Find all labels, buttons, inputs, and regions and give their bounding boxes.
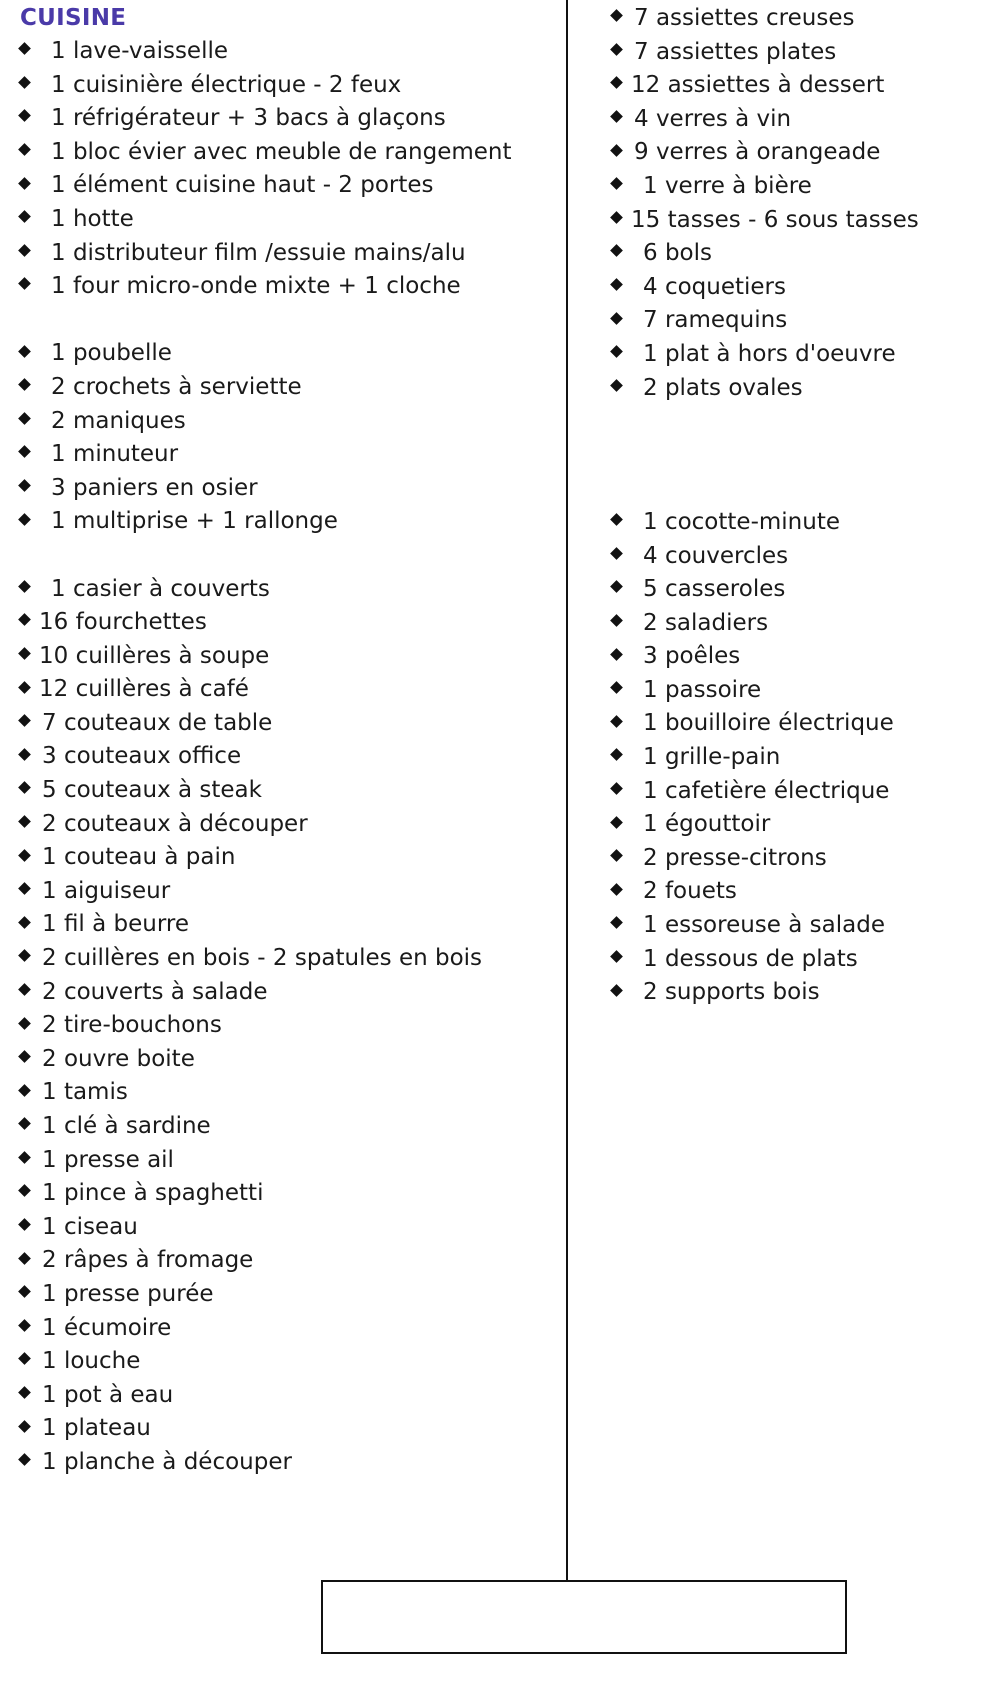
list-item <box>612 540 919 574</box>
list-item-label: 1 bloc évier avec meuble de rangement <box>51 138 512 165</box>
list-item <box>20 1345 512 1379</box>
diamond-bullet-icon <box>18 1386 31 1399</box>
list-item-label: 3 paniers en osier <box>51 474 258 501</box>
list-item-label: 2 couteaux à découper <box>42 810 308 837</box>
list-item <box>20 1177 512 1211</box>
list-item-label: 2 presse-citrons <box>643 844 827 871</box>
diamond-bullet-icon <box>18 110 31 123</box>
list-item-label: 1 presse ail <box>42 1146 174 1173</box>
list-item-label: 1 cafetière électrique <box>643 777 890 804</box>
diamond-bullet-icon <box>18 1017 31 1030</box>
diamond-bullet-icon <box>18 849 31 862</box>
list-item <box>20 875 512 909</box>
diamond-bullet-icon <box>18 210 31 223</box>
diamond-bullet-icon <box>610 950 623 963</box>
list-item-label: 1 plateau <box>42 1415 151 1442</box>
list-item <box>612 506 919 540</box>
blank-line <box>612 439 919 473</box>
diamond-bullet-icon <box>18 647 31 660</box>
list-item <box>20 1312 512 1346</box>
blank-line <box>612 472 919 506</box>
list-item <box>20 1009 512 1043</box>
diamond-bullet-icon <box>18 983 31 996</box>
page-title: CUISINE <box>20 5 127 31</box>
diamond-bullet-icon <box>18 1050 31 1063</box>
list-item <box>612 36 919 70</box>
list-item <box>20 1110 512 1144</box>
diamond-bullet-icon <box>610 715 623 728</box>
list-item-label: 9 verres à orangeade <box>634 139 881 166</box>
list-item-label: 2 couverts à salade <box>42 978 268 1005</box>
list-item <box>20 472 512 506</box>
diamond-bullet-icon <box>610 9 623 22</box>
diamond-bullet-icon <box>18 76 31 89</box>
diamond-bullet-icon <box>18 479 31 492</box>
list-item <box>612 237 919 271</box>
list-item-label: 1 dessous de plats <box>643 945 858 972</box>
list-item-label: 2 maniques <box>51 407 186 434</box>
list-item <box>20 707 512 741</box>
diamond-bullet-icon <box>18 446 31 459</box>
list-item <box>20 1144 512 1178</box>
diamond-bullet-icon <box>18 815 31 828</box>
list-item <box>612 674 919 708</box>
list-item-label: 1 verre à bière <box>643 172 812 199</box>
diamond-bullet-icon <box>18 278 31 291</box>
diamond-bullet-icon <box>18 681 31 694</box>
list-item <box>20 1379 512 1413</box>
diamond-bullet-icon <box>18 412 31 425</box>
empty-box <box>321 1580 847 1654</box>
list-item-label: 12 cuillères à café <box>39 676 249 703</box>
diamond-bullet-icon <box>18 1084 31 1097</box>
list-item-label: 4 couvercles <box>643 542 789 569</box>
diamond-bullet-icon <box>610 211 623 224</box>
list-item <box>612 69 919 103</box>
list-item <box>612 808 919 842</box>
diamond-bullet-icon <box>18 177 31 190</box>
list-item <box>20 1278 512 1312</box>
list-item-label: 1 réfrigérateur + 3 bacs à glaçons <box>51 105 446 132</box>
list-item <box>20 606 512 640</box>
list-item-label: 7 ramequins <box>643 307 788 334</box>
list-item <box>20 908 512 942</box>
list-item <box>20 1076 512 1110</box>
list-item-label: 1 cuisinière électrique - 2 feux <box>51 71 402 98</box>
list-item-label: 1 grille-pain <box>643 744 781 771</box>
list-item <box>20 640 512 674</box>
list-item <box>20 203 512 237</box>
diamond-bullet-icon <box>610 345 623 358</box>
list-item-label: 1 bouilloire électrique <box>643 710 894 737</box>
list-item <box>20 237 512 271</box>
list-item-label: 1 fil à beurre <box>42 911 190 938</box>
list-item <box>612 707 919 741</box>
list-item-label: 1 poubelle <box>51 340 172 367</box>
list-item-label: 1 multiprise + 1 rallonge <box>51 508 338 535</box>
list-item <box>612 170 919 204</box>
list-item <box>20 505 512 539</box>
list-item-label: 2 saladiers <box>643 609 769 636</box>
blank-line <box>20 539 512 573</box>
blank-line <box>612 405 919 439</box>
diamond-bullet-icon <box>18 1285 31 1298</box>
diamond-bullet-icon <box>610 883 623 896</box>
list-item <box>20 774 512 808</box>
list-item-label: 2 ouvre boite <box>42 1045 195 1072</box>
list-item-label: 1 casier à couverts <box>51 575 270 602</box>
list-item <box>612 607 919 641</box>
list-item <box>612 775 919 809</box>
list-item-label: 1 plat à hors d'oeuvre <box>643 340 896 367</box>
list-item-label: 2 crochets à serviette <box>51 373 302 400</box>
diamond-bullet-icon <box>18 1353 31 1366</box>
list-item-label: 2 râpes à fromage <box>42 1247 254 1274</box>
list-item-label: 1 tamis <box>42 1079 128 1106</box>
list-item-label: 10 cuillères à soupe <box>39 642 270 669</box>
list-item <box>20 102 512 136</box>
list-item <box>612 741 919 775</box>
diamond-bullet-icon <box>610 312 623 325</box>
diamond-bullet-icon <box>18 1252 31 1265</box>
list-item <box>20 405 512 439</box>
list-item-label: 7 assiettes plates <box>634 38 837 65</box>
list-item <box>20 1043 512 1077</box>
list-item-label: 1 presse purée <box>42 1280 214 1307</box>
list-item <box>20 1446 512 1480</box>
diamond-bullet-icon <box>18 244 31 257</box>
list-item <box>20 673 512 707</box>
list-item-label: 2 supports bois <box>643 979 820 1006</box>
list-item <box>612 909 919 943</box>
diamond-bullet-icon <box>610 245 623 258</box>
list-item-label: 12 assiettes à dessert <box>631 72 885 99</box>
list-item-label: 1 aiguiseur <box>42 877 171 904</box>
list-item <box>612 842 919 876</box>
right-item-list <box>612 2 919 1010</box>
list-item-label: 7 couteaux de table <box>42 709 273 736</box>
diamond-bullet-icon <box>610 748 623 761</box>
list-item <box>612 372 919 406</box>
diamond-bullet-icon <box>610 513 623 526</box>
list-item <box>612 2 919 36</box>
list-item <box>612 103 919 137</box>
list-item-label: 1 louche <box>42 1348 141 1375</box>
list-item-label: 5 casseroles <box>643 576 786 603</box>
diamond-bullet-icon <box>18 714 31 727</box>
list-item-label: 4 verres à vin <box>634 105 792 132</box>
diamond-bullet-icon <box>610 278 623 291</box>
list-item-label: 1 pot à eau <box>42 1381 174 1408</box>
list-item <box>20 69 512 103</box>
list-item <box>612 304 919 338</box>
diamond-bullet-icon <box>610 43 623 56</box>
list-item-label: 1 essoreuse à salade <box>643 912 885 939</box>
diamond-bullet-icon <box>610 581 623 594</box>
list-item-label: 1 cocotte-minute <box>643 508 840 535</box>
list-item-label: 3 couteaux office <box>42 743 242 770</box>
list-item-label: 2 tire-bouchons <box>42 1012 222 1039</box>
list-item-label: 1 four micro-onde mixte + 1 cloche <box>51 273 461 300</box>
list-item <box>20 270 512 304</box>
list-item <box>612 204 919 238</box>
list-item-label: 16 fourchettes <box>39 609 207 636</box>
diamond-bullet-icon <box>610 379 623 392</box>
diamond-bullet-icon <box>18 1453 31 1466</box>
column-divider <box>566 0 568 1580</box>
list-item-label: 1 hotte <box>51 205 134 232</box>
list-item <box>20 841 512 875</box>
blank-line <box>20 304 512 338</box>
list-item-label: 3 poêles <box>643 643 741 670</box>
list-item-label: 2 cuillères en bois - 2 spatules en bois <box>42 945 483 972</box>
diamond-bullet-icon <box>610 77 623 90</box>
list-item-label: 1 minuteur <box>51 441 179 468</box>
diamond-bullet-icon <box>18 513 31 526</box>
diamond-bullet-icon <box>610 681 623 694</box>
diamond-bullet-icon <box>610 984 623 997</box>
diamond-bullet-icon <box>18 580 31 593</box>
list-item <box>20 1412 512 1446</box>
diamond-bullet-icon <box>610 177 623 190</box>
diamond-bullet-icon <box>610 110 623 123</box>
list-item <box>20 976 512 1010</box>
diamond-bullet-icon <box>610 144 623 157</box>
diamond-bullet-icon <box>18 614 31 627</box>
diamond-bullet-icon <box>610 816 623 829</box>
list-item-label: 1 couteau à pain <box>42 844 236 871</box>
diamond-bullet-icon <box>18 1117 31 1130</box>
diamond-bullet-icon <box>18 949 31 962</box>
list-item <box>612 976 919 1010</box>
list-item <box>612 338 919 372</box>
list-item <box>612 943 919 977</box>
list-item-label: 2 fouets <box>643 878 737 905</box>
diamond-bullet-icon <box>610 547 623 560</box>
diamond-bullet-icon <box>18 345 31 358</box>
left-item-list <box>20 35 512 1480</box>
list-item <box>20 1211 512 1245</box>
diamond-bullet-icon <box>610 916 623 929</box>
list-item <box>20 438 512 472</box>
list-item-label: 1 ciseau <box>42 1213 138 1240</box>
list-item-label: 1 clé à sardine <box>42 1113 211 1139</box>
diamond-bullet-icon <box>18 916 31 929</box>
list-item <box>612 271 919 305</box>
list-item <box>612 573 919 607</box>
list-item <box>20 740 512 774</box>
list-item <box>20 136 512 170</box>
list-item-label: 1 planche à découper <box>42 1448 292 1475</box>
list-item <box>20 942 512 976</box>
diamond-bullet-icon <box>610 782 623 795</box>
list-item-label: 1 pince à spaghetti <box>42 1180 264 1207</box>
diamond-bullet-icon <box>610 648 623 661</box>
list-item <box>20 337 512 371</box>
list-item-label: 1 écumoire <box>42 1314 172 1341</box>
list-item-label: 15 tasses - 6 sous tasses <box>631 206 919 233</box>
diamond-bullet-icon <box>610 614 623 627</box>
list-item <box>612 875 919 909</box>
list-item-label: 6 bols <box>643 240 712 267</box>
diamond-bullet-icon <box>18 882 31 895</box>
diamond-bullet-icon <box>18 1319 31 1332</box>
list-item-label: 1 élément cuisine haut - 2 portes <box>51 172 434 199</box>
list-item <box>612 136 919 170</box>
diamond-bullet-icon <box>610 849 623 862</box>
list-item <box>20 35 512 69</box>
list-item <box>20 1244 512 1278</box>
list-item-label: 1 égouttoir <box>643 811 771 838</box>
diamond-bullet-icon <box>18 781 31 794</box>
list-item <box>612 640 919 674</box>
diamond-bullet-icon <box>18 42 31 55</box>
diamond-bullet-icon <box>18 1420 31 1433</box>
list-item-label: 4 coquetiers <box>643 273 786 300</box>
diamond-bullet-icon <box>18 1185 31 1198</box>
list-item-label: 7 assiettes creuses <box>634 5 855 31</box>
list-item <box>20 169 512 203</box>
diamond-bullet-icon <box>18 378 31 391</box>
diamond-bullet-icon <box>18 1151 31 1164</box>
list-item <box>20 371 512 405</box>
diamond-bullet-icon <box>18 143 31 156</box>
list-item-label: 1 distributeur film /essuie mains/alu <box>51 239 466 266</box>
diamond-bullet-icon <box>18 748 31 761</box>
list-item-label: 2 plats ovales <box>643 374 803 401</box>
list-item <box>20 808 512 842</box>
diamond-bullet-icon <box>18 1218 31 1231</box>
list-item-label: 5 couteaux à steak <box>42 777 262 804</box>
list-item-label: 1 passoire <box>643 676 762 703</box>
list-item <box>20 573 512 607</box>
list-item-label: 1 lave-vaisselle <box>51 38 229 64</box>
